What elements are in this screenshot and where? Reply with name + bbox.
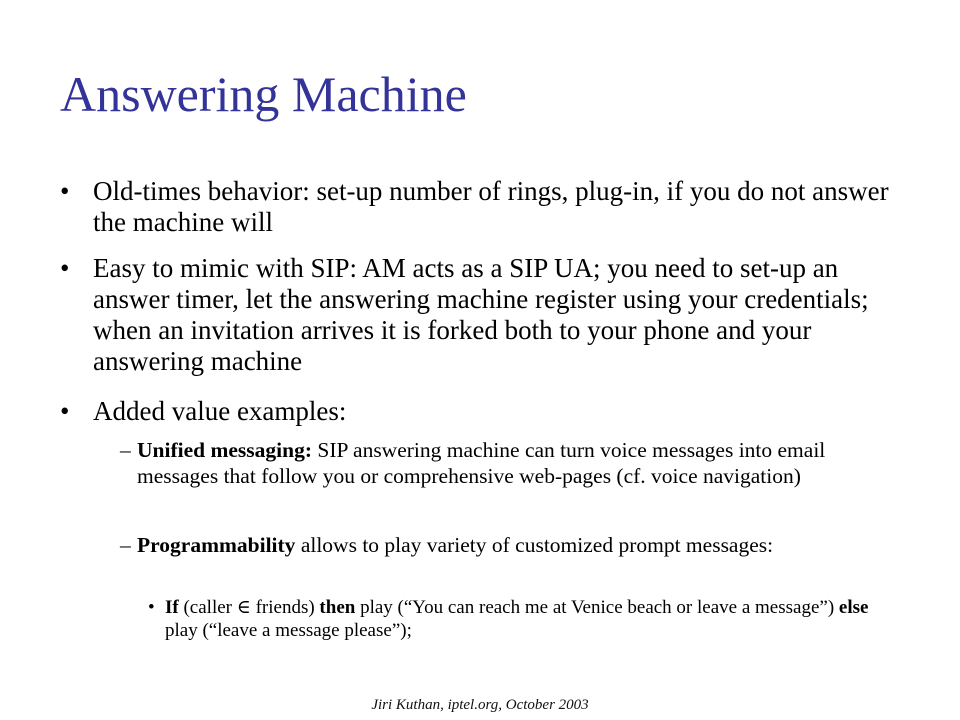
bullet-easy-to-mimic (60, 253, 896, 377)
bullet-text: Old-times behavior: set-up number of rings, plug-in, if you do not answer the machine will (93, 176, 889, 237)
keyword-else: else (838, 597, 869, 618)
bullet-marker: • (60, 176, 70, 206)
bullet-added-value (60, 396, 896, 427)
slide-title: Answering Machine (60, 66, 467, 122)
element-of-symbol: ∈ (236, 597, 251, 618)
sub-item-term: Programmability (137, 533, 296, 557)
bullet-old-times (60, 176, 896, 238)
code-line-item (148, 596, 890, 642)
sub-item-programmability (120, 532, 890, 558)
keyword-then: then (319, 597, 356, 618)
bullet-text: Added value examples: (93, 396, 347, 426)
sub-item-unified-messaging (120, 437, 890, 489)
bullet-text: Easy to mimic with SIP: AM acts as a SIP UA; you need to set-up an answer timer, let the answering machine register using your credentials; when an invitation arrives it is forked both to your phone and your answering machine (93, 253, 869, 376)
code-part: play (“leave a message please”); (165, 620, 412, 641)
code-line-text (165, 596, 890, 642)
bullet-marker: • (148, 597, 155, 618)
bullet-marker: • (60, 253, 70, 283)
code-part: (caller (178, 597, 237, 618)
code-part: friends) (250, 597, 320, 618)
sub-item-term: Unified messaging: (137, 438, 312, 462)
sub-item-body: SIP answering machine can turn voice messages into email messages that follow you or comprehensive web-pages (cf. voice navigation) (137, 438, 826, 488)
sub-item-text (137, 437, 890, 489)
bullet-marker: • (60, 396, 70, 426)
dash-marker: – (120, 533, 131, 557)
slide-footer: Jiri Kuthan, iptel.org, October 2003 (371, 697, 589, 713)
code-part: play (“You can reach me at Venice beach or leave a message”) (355, 597, 839, 618)
dash-marker: – (120, 438, 131, 462)
sub-item-body: allows to play variety of customized prompt messages: (295, 533, 774, 557)
keyword-if: If (165, 597, 179, 618)
sub-item-text (137, 532, 890, 558)
